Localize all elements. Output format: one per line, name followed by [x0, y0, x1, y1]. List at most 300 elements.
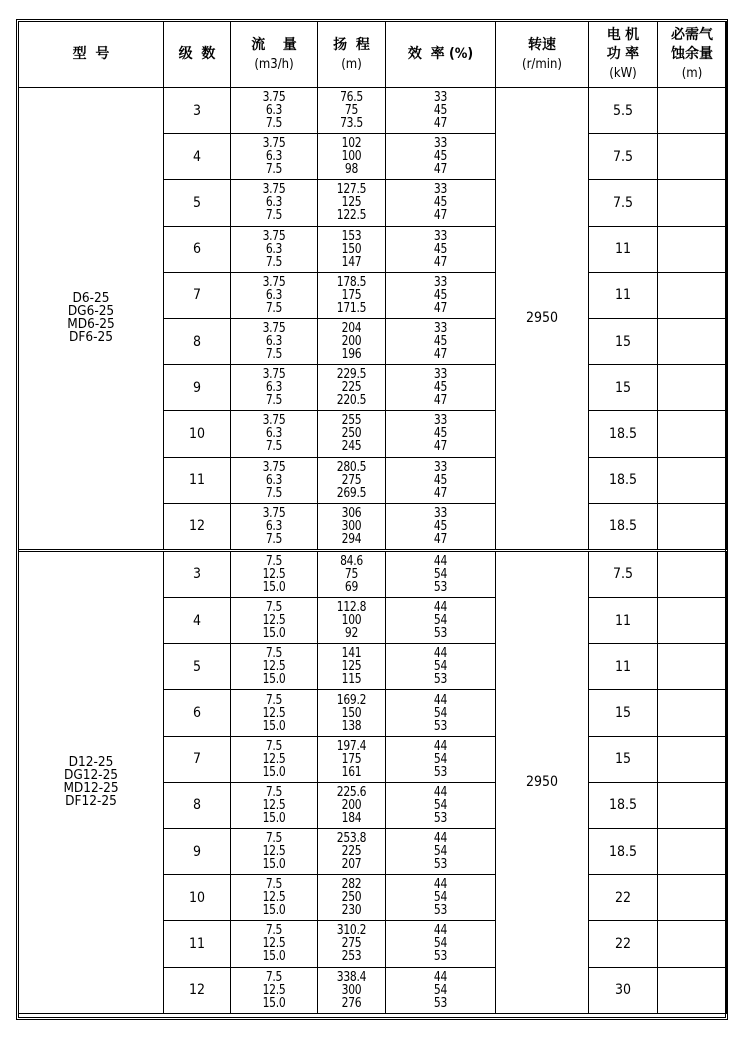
table-row [19, 88, 727, 134]
stage-cell: 12 [164, 967, 231, 1013]
flow-value: 7.5 [265, 738, 283, 754]
flow-value: 12.5 [262, 705, 286, 721]
eff-value: 53 [433, 718, 448, 734]
stage-cell: 9 [164, 829, 231, 875]
head-cell [318, 180, 386, 226]
eff-value: 53 [433, 764, 448, 780]
npsh-cell [658, 644, 727, 690]
npsh-cell [658, 967, 727, 1013]
head-value: 175 [341, 287, 362, 303]
eff-value: 44 [433, 692, 448, 708]
eff-value: 45 [433, 380, 448, 396]
flow-cell [231, 921, 318, 967]
npsh-cell [658, 829, 727, 875]
eff-value: 54 [433, 797, 448, 813]
flow-value: 15.0 [262, 626, 286, 642]
flow-value: 12.5 [262, 844, 286, 860]
flow-cell [231, 88, 318, 134]
head-value: 300 [341, 518, 362, 534]
head-cell [318, 88, 386, 134]
stage-cell: 3 [164, 88, 231, 134]
stage-cell: 4 [164, 598, 231, 644]
head-value: 253.8 [336, 831, 367, 847]
eff-value: 54 [433, 705, 448, 721]
eff-value: 44 [433, 969, 448, 985]
eff-value: 44 [433, 831, 448, 847]
head-value: 175 [341, 751, 362, 767]
header-row [19, 22, 727, 88]
head-value: 102 [341, 136, 362, 152]
flow-cell [231, 134, 318, 180]
flow-value: 7.5 [265, 300, 283, 316]
header-flow: 流 量 (m3/h) [231, 22, 318, 88]
npsh-cell [658, 875, 727, 921]
head-value: 171.5 [336, 300, 367, 316]
flow-value: 6.3 [265, 287, 283, 303]
head-value: 178.5 [336, 274, 367, 290]
table-body [19, 88, 727, 1014]
head-value: 125 [341, 659, 362, 675]
flow-value: 12.5 [262, 982, 286, 998]
eff-value: 47 [433, 439, 448, 455]
eff-value: 54 [433, 982, 448, 998]
head-value: 255 [341, 413, 362, 429]
head-cell [318, 318, 386, 364]
head-value: 230 [341, 903, 362, 919]
head-value: 141 [341, 646, 362, 662]
stage-cell: 5 [164, 180, 231, 226]
eff-cell [386, 180, 496, 226]
eff-value: 44 [433, 646, 448, 662]
motor-power-cell: 18.5 [589, 829, 658, 875]
head-value: 229.5 [336, 367, 367, 383]
eff-value: 47 [433, 531, 448, 547]
head-value: 200 [341, 334, 362, 350]
model-name: DG6-25 [67, 303, 115, 320]
npsh-cell [658, 134, 727, 180]
head-value: 92 [344, 626, 359, 642]
head-value: 225 [341, 844, 362, 860]
flow-value: 12.5 [262, 566, 286, 582]
flow-value: 6.3 [265, 103, 283, 119]
head-cell [318, 644, 386, 690]
head-value: 112.8 [336, 600, 367, 616]
head-value: 84.6 [340, 553, 363, 569]
head-cell [318, 829, 386, 875]
stage-cell: 11 [164, 457, 231, 503]
eff-value: 54 [433, 844, 448, 860]
flow-cell [231, 411, 318, 457]
npsh-cell [658, 365, 727, 411]
model-name: MD6-25 [67, 316, 115, 333]
npsh-cell [658, 550, 727, 597]
flow-value: 7.5 [265, 347, 283, 363]
head-cell [318, 550, 386, 597]
head-value: 69 [344, 579, 359, 595]
eff-value: 33 [433, 459, 448, 475]
eff-value: 33 [433, 182, 448, 198]
eff-value: 47 [433, 300, 448, 316]
flow-value: 3.75 [262, 459, 286, 475]
eff-value: 44 [433, 923, 448, 939]
head-value: 310.2 [336, 923, 367, 939]
stage-cell: 6 [164, 690, 231, 736]
flow-value: 3.75 [262, 182, 286, 198]
eff-value: 44 [433, 553, 448, 569]
eff-value: 53 [433, 579, 448, 595]
head-value: 204 [341, 321, 362, 337]
head-value: 125 [341, 195, 362, 211]
motor-power-cell: 18.5 [589, 411, 658, 457]
head-cell [318, 457, 386, 503]
motor-power-cell: 11 [589, 272, 658, 318]
eff-value: 45 [433, 334, 448, 350]
eff-cell [386, 598, 496, 644]
eff-value: 33 [433, 136, 448, 152]
stage-cell: 5 [164, 644, 231, 690]
head-value: 75 [344, 566, 359, 582]
npsh-cell [658, 690, 727, 736]
eff-cell [386, 503, 496, 550]
motor-power-cell: 15 [589, 318, 658, 364]
npsh-cell [658, 88, 727, 134]
flow-value: 7.5 [265, 162, 283, 178]
stage-cell: 6 [164, 226, 231, 272]
head-value: 100 [341, 149, 362, 165]
flow-value: 3.75 [262, 228, 286, 244]
eff-cell [386, 318, 496, 364]
head-cell [318, 365, 386, 411]
npsh-cell [658, 598, 727, 644]
head-value: 250 [341, 426, 362, 442]
flow-value: 7.5 [265, 531, 283, 547]
stage-cell: 10 [164, 411, 231, 457]
flow-cell [231, 782, 318, 828]
eff-value: 33 [433, 228, 448, 244]
npsh-cell [658, 318, 727, 364]
head-value: 153 [341, 228, 362, 244]
flow-value: 12.5 [262, 659, 286, 675]
stage-cell: 4 [164, 134, 231, 180]
flow-value: 6.3 [265, 334, 283, 350]
eff-value: 45 [433, 195, 448, 211]
eff-value: 33 [433, 413, 448, 429]
eff-value: 44 [433, 738, 448, 754]
head-cell [318, 875, 386, 921]
eff-value: 54 [433, 613, 448, 629]
flow-value: 6.3 [265, 149, 283, 165]
flow-value: 6.3 [265, 518, 283, 534]
flow-cell [231, 690, 318, 736]
model-name: DF12-25 [65, 793, 117, 810]
eff-value: 47 [433, 347, 448, 363]
motor-power-cell: 18.5 [589, 782, 658, 828]
head-cell [318, 967, 386, 1013]
motor-power-cell: 7.5 [589, 134, 658, 180]
flow-value: 3.75 [262, 136, 286, 152]
eff-value: 44 [433, 784, 448, 800]
eff-cell [386, 736, 496, 782]
eff-value: 33 [433, 321, 448, 337]
flow-value: 7.5 [265, 831, 283, 847]
motor-power-cell: 15 [589, 690, 658, 736]
eff-value: 33 [433, 505, 448, 521]
eff-cell [386, 921, 496, 967]
eff-value: 53 [433, 626, 448, 642]
flow-value: 6.3 [265, 472, 283, 488]
head-value: 169.2 [336, 692, 367, 708]
head-value: 75 [344, 103, 359, 119]
motor-power-cell: 7.5 [589, 550, 658, 597]
head-value: 253 [341, 949, 362, 965]
flow-value: 12.5 [262, 613, 286, 629]
npsh-cell [658, 736, 727, 782]
eff-cell [386, 690, 496, 736]
motor-power-cell: 5.5 [589, 88, 658, 134]
eff-cell [386, 829, 496, 875]
header-model: 型 号 [19, 22, 164, 88]
head-value: 225.6 [336, 784, 367, 800]
flow-cell [231, 226, 318, 272]
head-cell [318, 411, 386, 457]
flow-value: 7.5 [265, 877, 283, 893]
flow-cell [231, 875, 318, 921]
flow-value: 7.5 [265, 208, 283, 224]
header-head: 扬 程 (m) [318, 22, 386, 88]
npsh-cell [658, 180, 727, 226]
model-cell [19, 550, 164, 1013]
motor-power-cell: 22 [589, 875, 658, 921]
head-cell [318, 736, 386, 782]
eff-value: 47 [433, 116, 448, 132]
head-value: 338.4 [336, 969, 367, 985]
eff-cell [386, 457, 496, 503]
npsh-cell [658, 272, 727, 318]
eff-cell [386, 782, 496, 828]
npsh-cell [658, 226, 727, 272]
eff-cell [386, 88, 496, 134]
head-value: 306 [341, 505, 362, 521]
head-cell [318, 782, 386, 828]
npsh-cell [658, 921, 727, 967]
header-npsh: 必需气 蚀余量 (m) [658, 22, 727, 88]
stage-cell: 3 [164, 550, 231, 597]
motor-power-cell: 11 [589, 226, 658, 272]
header-stages: 级 数 [164, 22, 231, 88]
flow-cell [231, 503, 318, 550]
table-row [19, 550, 727, 597]
eff-cell [386, 226, 496, 272]
eff-value: 47 [433, 162, 448, 178]
head-value: 245 [341, 439, 362, 455]
head-cell [318, 272, 386, 318]
npsh-cell [658, 782, 727, 828]
flow-value: 3.75 [262, 321, 286, 337]
head-value: 150 [341, 241, 362, 257]
head-value: 250 [341, 890, 362, 906]
flow-value: 3.75 [262, 90, 286, 106]
eff-cell [386, 272, 496, 318]
flow-value: 15.0 [262, 672, 286, 688]
eff-value: 53 [433, 995, 448, 1011]
flow-cell [231, 644, 318, 690]
eff-value: 47 [433, 254, 448, 270]
flow-cell [231, 829, 318, 875]
head-value: 161 [341, 764, 362, 780]
flow-value: 7.5 [265, 116, 283, 132]
head-value: 100 [341, 613, 362, 629]
head-value: 282 [341, 877, 362, 893]
head-value: 138 [341, 718, 362, 734]
head-value: 220.5 [336, 393, 367, 409]
flow-value: 7.5 [265, 923, 283, 939]
head-value: 207 [341, 857, 362, 873]
stage-cell: 11 [164, 921, 231, 967]
flow-value: 7.5 [265, 485, 283, 501]
eff-value: 54 [433, 890, 448, 906]
flow-value: 3.75 [262, 367, 286, 383]
model-name: MD12-25 [63, 780, 119, 797]
head-value: 115 [341, 672, 362, 688]
motor-power-cell: 30 [589, 967, 658, 1013]
head-cell [318, 226, 386, 272]
eff-cell [386, 644, 496, 690]
eff-value: 54 [433, 566, 448, 582]
eff-value: 45 [433, 472, 448, 488]
motor-power-cell: 7.5 [589, 180, 658, 226]
flow-value: 7.5 [265, 553, 283, 569]
head-value: 280.5 [336, 459, 367, 475]
head-cell [318, 690, 386, 736]
head-value: 73.5 [340, 116, 363, 132]
flow-value: 6.3 [265, 241, 283, 257]
stage-cell: 7 [164, 272, 231, 318]
motor-power-cell: 11 [589, 644, 658, 690]
head-value: 300 [341, 982, 362, 998]
motor-power-cell: 22 [589, 921, 658, 967]
eff-cell [386, 875, 496, 921]
flow-cell [231, 318, 318, 364]
flow-value: 7.5 [265, 646, 283, 662]
flow-value: 15.0 [262, 718, 286, 734]
flow-value: 15.0 [262, 810, 286, 826]
head-cell [318, 134, 386, 180]
head-value: 269.5 [336, 485, 367, 501]
head-value: 197.4 [336, 738, 367, 754]
flow-value: 12.5 [262, 890, 286, 906]
flow-value: 12.5 [262, 936, 286, 952]
stage-cell: 8 [164, 318, 231, 364]
flow-value: 15.0 [262, 857, 286, 873]
model-name: DG12-25 [63, 767, 119, 784]
stage-cell: 12 [164, 503, 231, 550]
header-speed: 转速 (r/min) [496, 22, 589, 88]
stage-cell: 10 [164, 875, 231, 921]
flow-value: 3.75 [262, 505, 286, 521]
head-value: 76.5 [340, 90, 363, 106]
flow-value: 3.75 [262, 274, 286, 290]
eff-value: 47 [433, 485, 448, 501]
motor-power-cell: 18.5 [589, 457, 658, 503]
flow-cell [231, 272, 318, 318]
speed-cell: 2950 [496, 88, 589, 551]
npsh-cell [658, 503, 727, 550]
flow-value: 12.5 [262, 751, 286, 767]
flow-value: 7.5 [265, 784, 283, 800]
eff-value: 53 [433, 949, 448, 965]
eff-value: 45 [433, 149, 448, 165]
head-value: 276 [341, 995, 362, 1011]
flow-value: 6.3 [265, 426, 283, 442]
eff-value: 53 [433, 857, 448, 873]
eff-value: 54 [433, 751, 448, 767]
model-name: DF6-25 [69, 329, 113, 346]
model-cell [19, 88, 164, 551]
eff-value: 53 [433, 903, 448, 919]
eff-value: 45 [433, 426, 448, 442]
model-name: D6-25 [72, 290, 110, 307]
flow-value: 15.0 [262, 764, 286, 780]
eff-value: 54 [433, 936, 448, 952]
flow-cell [231, 457, 318, 503]
eff-value: 33 [433, 367, 448, 383]
eff-cell [386, 411, 496, 457]
head-value: 127.5 [336, 182, 367, 198]
flow-value: 6.3 [265, 380, 283, 396]
head-value: 196 [341, 347, 362, 363]
flow-cell [231, 550, 318, 597]
npsh-cell [658, 457, 727, 503]
flow-cell [231, 967, 318, 1013]
head-value: 294 [341, 531, 362, 547]
eff-cell [386, 967, 496, 1013]
stage-cell: 7 [164, 736, 231, 782]
eff-value: 45 [433, 241, 448, 257]
motor-power-cell: 15 [589, 736, 658, 782]
eff-value: 53 [433, 672, 448, 688]
eff-value: 45 [433, 518, 448, 534]
flow-cell [231, 736, 318, 782]
eff-value: 47 [433, 393, 448, 409]
eff-value: 33 [433, 90, 448, 106]
flow-value: 7.5 [265, 692, 283, 708]
pump-performance-table [18, 21, 727, 1014]
motor-power-cell: 11 [589, 598, 658, 644]
eff-value: 33 [433, 274, 448, 290]
head-cell [318, 503, 386, 550]
flow-cell [231, 180, 318, 226]
eff-cell [386, 134, 496, 180]
eff-value: 45 [433, 103, 448, 119]
speed-cell: 2950 [496, 550, 589, 1013]
flow-value: 6.3 [265, 195, 283, 211]
head-cell [318, 921, 386, 967]
head-value: 122.5 [336, 208, 367, 224]
flow-value: 7.5 [265, 254, 283, 270]
flow-value: 7.5 [265, 969, 283, 985]
eff-value: 53 [433, 810, 448, 826]
motor-power-cell: 15 [589, 365, 658, 411]
flow-value: 15.0 [262, 579, 286, 595]
head-value: 275 [341, 936, 362, 952]
stage-cell: 8 [164, 782, 231, 828]
eff-value: 44 [433, 877, 448, 893]
head-cell [318, 598, 386, 644]
eff-cell [386, 365, 496, 411]
eff-cell [386, 550, 496, 597]
head-value: 147 [341, 254, 362, 270]
flow-value: 3.75 [262, 413, 286, 429]
